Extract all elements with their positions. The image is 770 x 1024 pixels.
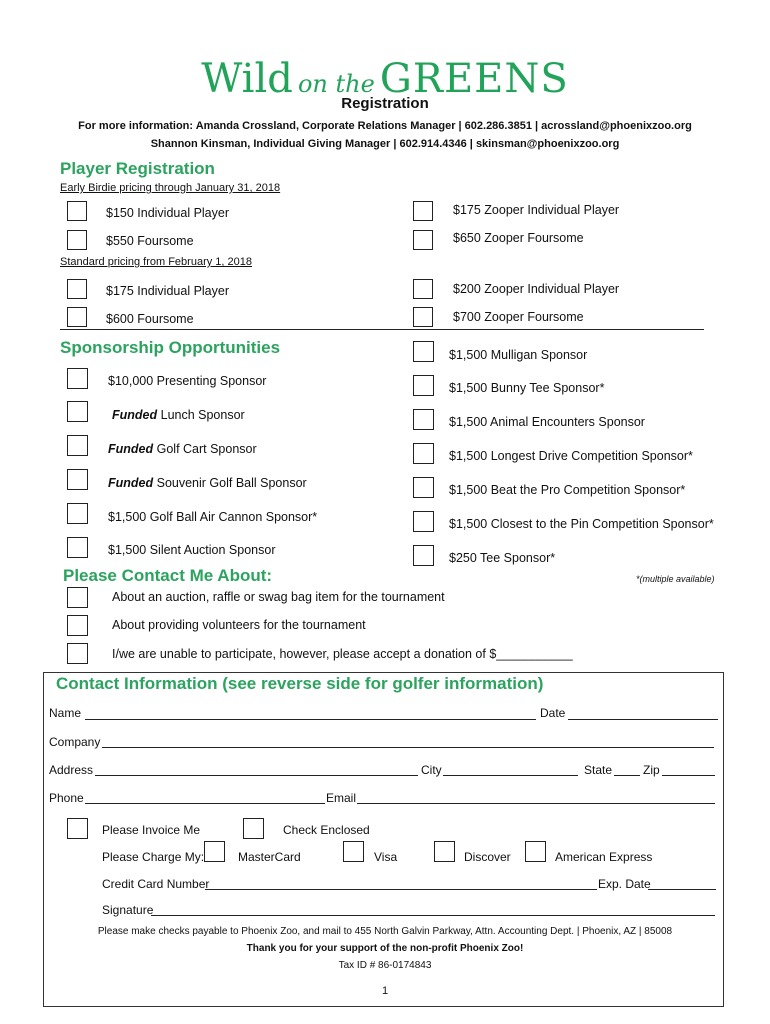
checkbox-animal-encounters-sponsor[interactable] xyxy=(413,409,434,430)
checkbox-golf-cart-sponsor[interactable] xyxy=(67,435,88,456)
date-field[interactable] xyxy=(568,719,718,720)
section-divider xyxy=(60,329,704,330)
discover-label: Discover xyxy=(464,850,511,864)
donation-label: I/we are unable to participate, however, please accept a donation of $___________ xyxy=(112,647,573,661)
logo-on-the: on the xyxy=(297,70,375,98)
checkbox-donation[interactable] xyxy=(67,643,88,664)
checkbox-standard-zooper-foursome[interactable] xyxy=(413,307,433,327)
standard-zooper-foursome-label: $700 Zooper Foursome xyxy=(453,310,584,324)
checkbox-silent-auction-sponsor[interactable] xyxy=(67,537,88,558)
checkbox-lunch-sponsor[interactable] xyxy=(67,401,88,422)
visa-label: Visa xyxy=(374,850,398,864)
page-title: Registration xyxy=(341,95,429,112)
mastercard-label: MasterCard xyxy=(238,850,301,864)
longest-drive-sponsor-label: $1,500 Longest Drive Competition Sponsor* xyxy=(449,449,693,463)
zip-label: Zip xyxy=(643,763,660,777)
city-field[interactable] xyxy=(443,775,578,776)
company-label: Company xyxy=(49,735,101,749)
checkbox-visa[interactable] xyxy=(343,841,364,862)
checkbox-volunteers[interactable] xyxy=(67,615,88,636)
sponsorship-heading: Sponsorship Opportunities xyxy=(60,338,281,357)
mulligan-sponsor-label: $1,500 Mulligan Sponsor xyxy=(449,348,588,362)
exp-date-field[interactable] xyxy=(648,889,716,890)
air-cannon-sponsor-label: $1,500 Golf Ball Air Cannon Sponsor* xyxy=(108,510,318,524)
lunch-sponsor-label: Funded Lunch Sponsor xyxy=(112,408,245,422)
animal-encounters-sponsor-label: $1,500 Animal Encounters Sponsor xyxy=(449,415,645,429)
standard-zooper-individual-label: $200 Zooper Individual Player xyxy=(453,282,620,296)
date-label: Date xyxy=(540,706,566,720)
city-label: City xyxy=(421,763,442,777)
beat-the-pro-sponsor-label: $1,500 Beat the Pro Competition Sponsor* xyxy=(449,483,686,497)
exp-date-label: Exp. Date xyxy=(598,877,651,891)
volunteers-label: About providing volunteers for the tournament xyxy=(112,618,366,632)
logo-greens: GREENS xyxy=(379,56,569,102)
checkbox-invoice[interactable] xyxy=(67,818,88,839)
early-zooper-foursome-label: $650 Zooper Foursome xyxy=(453,231,584,245)
checkbox-american-express[interactable] xyxy=(525,841,546,862)
checkbox-tee-sponsor[interactable] xyxy=(413,545,434,566)
address-label: Address xyxy=(49,763,94,777)
player-registration-heading: Player Registration xyxy=(60,159,215,178)
zip-field[interactable] xyxy=(662,775,715,776)
checkbox-check-enclosed[interactable] xyxy=(243,818,264,839)
checkbox-early-zooper-foursome[interactable] xyxy=(413,230,433,250)
checkbox-standard-individual[interactable] xyxy=(67,279,87,299)
state-field[interactable] xyxy=(614,775,640,776)
standard-pricing-label: Standard pricing from February 1, 2018 xyxy=(60,256,252,268)
mailing-instructions: Please make checks payable to Phoenix Zoo, and mail to 455 North Galvin Parkway, Attn. Accounting Dept. | Phoenix, AZ | 85008 xyxy=(97,926,673,937)
invoice-label: Please Invoice Me xyxy=(102,823,201,837)
tax-id: Tax ID # 86-0174843 xyxy=(338,960,432,971)
early-birdie-label: Early Birdie pricing through January 31, 2018 xyxy=(60,182,281,194)
checkbox-longest-drive-sponsor[interactable] xyxy=(413,443,434,464)
checkbox-mulligan-sponsor[interactable] xyxy=(413,341,434,362)
credit-card-number-field[interactable] xyxy=(205,889,597,890)
checkbox-air-cannon-sponsor[interactable] xyxy=(67,503,88,524)
tee-sponsor-label: $250 Tee Sponsor* xyxy=(449,551,556,565)
phone-label: Phone xyxy=(49,791,84,805)
checkbox-presenting-sponsor[interactable] xyxy=(67,368,88,389)
checkbox-auction-item[interactable] xyxy=(67,587,88,608)
checkbox-standard-zooper-individual[interactable] xyxy=(413,279,433,299)
early-zooper-individual-label: $175 Zooper Individual Player xyxy=(453,203,620,217)
address-field[interactable] xyxy=(95,775,418,776)
contact-me-heading: Please Contact Me About: xyxy=(63,566,273,585)
logo-wild: Wild xyxy=(201,56,293,102)
checkbox-standard-foursome[interactable] xyxy=(67,307,87,327)
checkbox-mastercard[interactable] xyxy=(204,841,225,862)
thank-you-note: Thank you for your support of the non-profit Phoenix Zoo! xyxy=(246,943,524,954)
signature-field[interactable] xyxy=(151,915,715,916)
info-line-1: For more information: Amanda Crossland, Corporate Relations Manager | 602.286.3851 | acrossland@phoenixzoo.org xyxy=(78,120,692,132)
silent-auction-sponsor-label: $1,500 Silent Auction Sponsor xyxy=(108,543,276,557)
contact-information-box xyxy=(43,672,724,1007)
early-individual-label: $150 Individual Player xyxy=(106,206,229,220)
email-field[interactable] xyxy=(357,803,715,804)
checkbox-early-foursome[interactable] xyxy=(67,230,87,250)
checkbox-discover[interactable] xyxy=(434,841,455,862)
name-field[interactable] xyxy=(85,719,536,720)
bunny-tee-sponsor-label: $1,500 Bunny Tee Sponsor* xyxy=(449,381,605,395)
charge-label: Please Charge My: xyxy=(102,850,205,864)
american-express-label: American Express xyxy=(555,850,653,864)
auction-item-label: About an auction, raffle or swag bag item for the tournament xyxy=(112,590,445,604)
standard-individual-label: $175 Individual Player xyxy=(106,284,229,298)
credit-card-number-label: Credit Card Number xyxy=(102,877,210,891)
checkbox-bunny-tee-sponsor[interactable] xyxy=(413,375,434,396)
early-foursome-label: $550 Foursome xyxy=(106,234,194,248)
checkbox-early-zooper-individual[interactable] xyxy=(413,201,433,221)
checkbox-closest-to-pin-sponsor[interactable] xyxy=(413,511,434,532)
page-number: 1 xyxy=(381,985,389,997)
standard-foursome-label: $600 Foursome xyxy=(106,312,194,326)
state-label: State xyxy=(584,763,613,777)
signature-label: Signature xyxy=(102,903,154,917)
checkbox-golf-ball-sponsor[interactable] xyxy=(67,469,88,490)
info-line-2: Shannon Kinsman, Individual Giving Manager | 602.914.4346 | skinsman@phoenixzoo.org xyxy=(150,138,620,150)
multiple-available-note: *(multiple available) xyxy=(636,574,715,584)
checkbox-early-individual[interactable] xyxy=(67,201,87,221)
phone-field[interactable] xyxy=(85,803,325,804)
closest-to-pin-sponsor-label: $1,500 Closest to the Pin Competition Sponsor* xyxy=(449,517,714,531)
golf-ball-sponsor-label: Funded Souvenir Golf Ball Sponsor xyxy=(108,476,307,490)
presenting-sponsor-label: $10,000 Presenting Sponsor xyxy=(108,374,267,388)
name-label: Name xyxy=(49,706,82,720)
company-field[interactable] xyxy=(102,747,714,748)
golf-cart-sponsor-label: Funded Golf Cart Sponsor xyxy=(108,442,257,456)
check-enclosed-label: Check Enclosed xyxy=(283,823,370,837)
contact-information-heading: Contact Information (see reverse side for golfer information) xyxy=(56,674,544,693)
email-label: Email xyxy=(326,791,357,805)
checkbox-beat-the-pro-sponsor[interactable] xyxy=(413,477,434,498)
